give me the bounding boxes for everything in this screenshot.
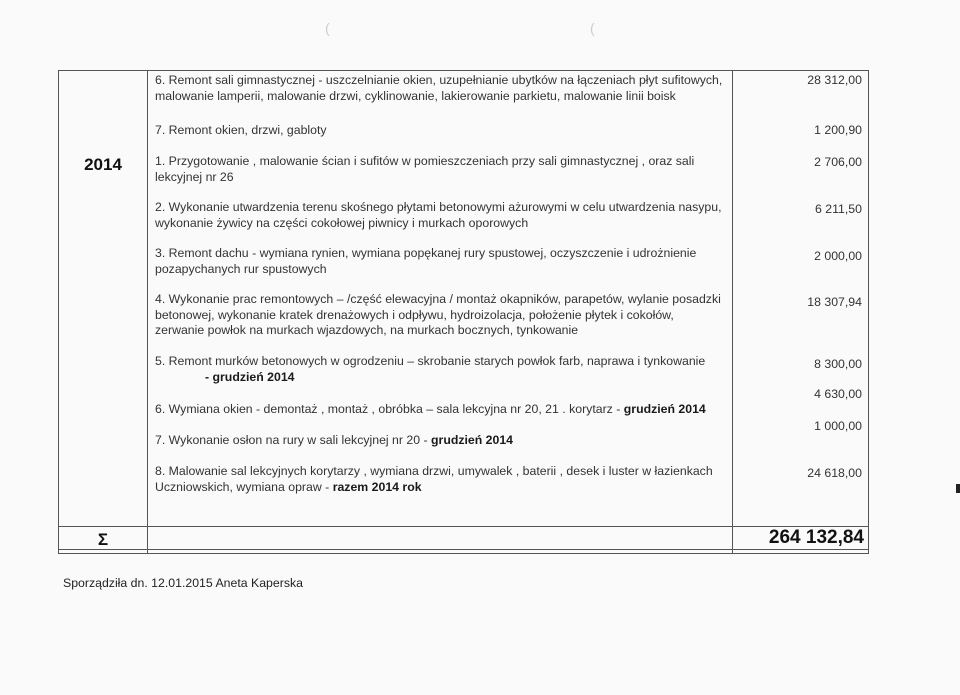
cost-table: [58, 70, 869, 554]
item-2014-6-text: 6. Wymiana okien - demontaż , montaż , obróbka – sala lekcyjna nr 20, 21 . korytarz -: [155, 402, 621, 416]
amount-2014-7: 1 000,00: [814, 419, 862, 433]
item-2014-1: 1. Przygotowanie , malowanie ścian i sufitów w pomieszczeniach przy sali gimnastycznej , oraz sali lekcyjnej nr 26: [155, 154, 695, 184]
item-prev-7: 7. Remont okien, drzwi, gabloty: [155, 123, 327, 137]
column-divider: [147, 71, 148, 553]
year-label: 2014: [84, 155, 122, 174]
item-2014-5-date: - grudzień 2014: [205, 369, 295, 384]
item-2014-3: 3. Remont dachu - wymiana rynien, wymiana popękanej rury spustowej, oczyszczenie i udrożnienie pozapychanych rur spustowych: [155, 246, 697, 276]
amount-2014-6: 4 630,00: [814, 387, 862, 401]
item-2014-2: 2. Wykonanie utwardzenia terenu skośnego płytami betonowymi ażurowymi w celu utwardzenia nasypu, wykonanie żywicy na części cokołowej piwnicy i murkach oporowych: [155, 200, 722, 230]
amount-2014-3: 2 000,00: [814, 249, 862, 263]
item-2014-6-date: grudzień 2014: [623, 402, 706, 416]
amount-prev-7: 1 200,90: [814, 123, 862, 137]
edge-mark: [956, 484, 960, 493]
amount-2014-1: 2 706,00: [814, 155, 862, 169]
amount-2014-4: 18 307,94: [807, 295, 862, 309]
amount-prev-6: 28 312,00: [807, 73, 862, 87]
sum-row-underline: [59, 549, 868, 550]
scan-mark: (: [590, 20, 595, 36]
item-2014-4: 4. Wykonanie prac remontowych – /część elewacyjna / montaż okapników, parapetów, wylanie posadzki betonowej, wykonanie kratek drenażowych i odpływu, hydroizolacja, położenie płytek i cokołów, zerwanie powłok na murkach wjazdowych, na murkach bocznych, tynkowanie: [155, 292, 721, 337]
amount-2014-8: 24 618,00: [807, 466, 862, 480]
item-2014-8: [155, 464, 725, 495]
grand-total: 264 132,84: [768, 527, 864, 548]
amount-2014-2: 6 211,50: [815, 202, 862, 216]
item-2014-7-text: 7. Wykonanie osłon na rury w sali lekcyjnej nr 20 -: [155, 433, 428, 447]
amount-2014-5: 8 300,00: [814, 357, 862, 371]
sum-symbol: Σ: [97, 530, 109, 549]
item-2014-8-date: razem 2014 rok: [332, 479, 422, 494]
prepared-by: Sporządziła dn. 12.01.2015 Aneta Kaperska: [63, 576, 303, 590]
item-2014-7: [155, 433, 725, 449]
scan-mark: (: [325, 20, 330, 36]
item-prev-6: 6. Remont sali gimnastycznej - uszczelnianie okien, uzupełnianie ubytków na łączeniach płyt sufitowych, malowanie lamperii, malowanie drzwi, cyklinowanie, lakierowanie parkietu, malowanie linii boisk: [155, 73, 723, 103]
item-2014-5: [155, 354, 725, 385]
item-2014-6: [155, 402, 725, 418]
item-2014-7-date: grudzień 2014: [431, 433, 514, 447]
item-2014-5-text: 5. Remont murków betonowych w ogrodzeniu – skrobanie starych powłok farb, naprawa i tynkowanie: [155, 354, 706, 368]
column-divider: [732, 71, 733, 553]
item-2014-8-text: 8. Malowanie sal lekcyjnych korytarzy , wymiana drzwi, umywalek , baterii , desek i luster w łazienkach Uczniowskich, wymiana opraw -: [155, 464, 713, 494]
